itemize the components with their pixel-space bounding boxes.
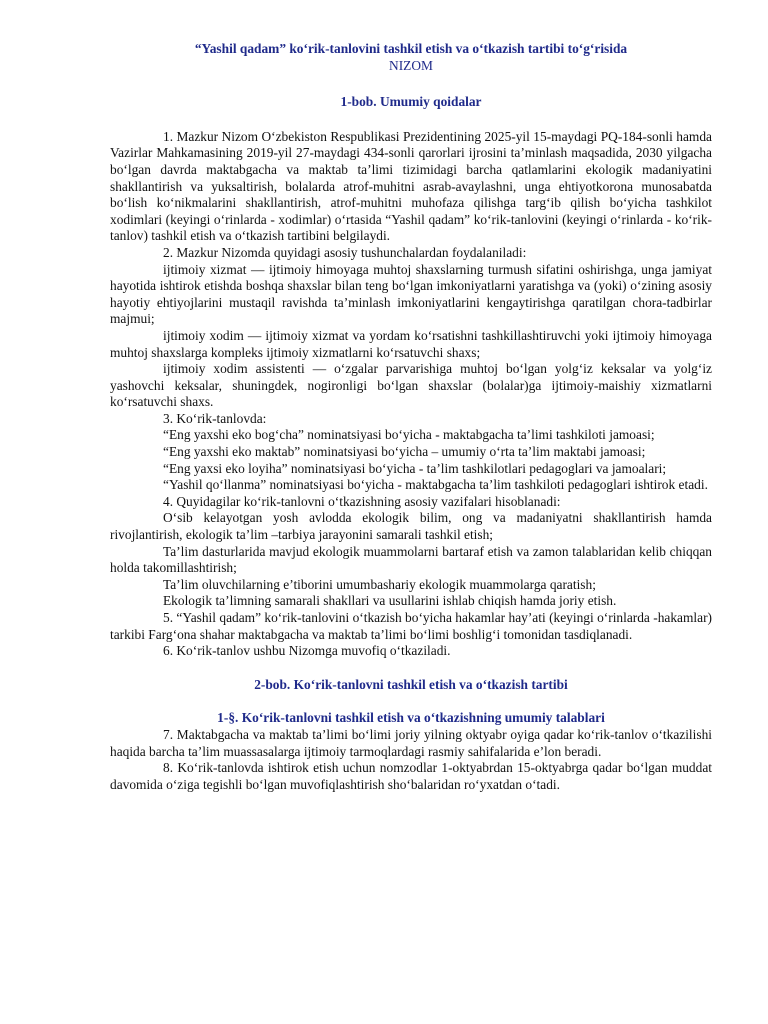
- paragraph: Ta’lim dasturlarida mavjud ekologik muammolarni bartaraf etish va zamon talablaridan kelib chiqqan holda takomillashtirish;: [110, 543, 712, 576]
- paragraph: “Eng yaxshi eko bog‘cha” nominatsiyasi bo‘yicha - maktabgacha ta’limi tashkiloti jamoasi;: [163, 427, 655, 443]
- paragraph: 2. Mazkur Nizomda quyidagi asosiy tushunchalardan foydalaniladi:: [163, 244, 527, 260]
- paragraph: ijtimoiy xodim assistenti — o‘zgalar parvarishiga muhtoj bo‘lgan yolg‘iz keksalar va yolg‘iz yashovchi keksalar, shuningdek, nogironligi bo‘lgan shaxslar (bolalar)ga ijtimoiy-maishiy xizmatlarni ko‘rsatuvchi shaxs.: [110, 361, 712, 410]
- paragraph: 6. Ko‘rik-tanlov ushbu Nizomga muvofiq o‘tkaziladi.: [163, 643, 451, 659]
- paragraph: 5. “Yashil qadam” ko‘rik-tanlovini o‘tkazish bo‘yicha hakamlar hay’ati (keyingi o‘rinlarda -hakamlar) tarkibi Farg‘ona shahar maktabgacha va maktab ta’limi bo‘limi boshlig‘i tomonidan tasdiqlanadi.: [110, 610, 712, 642]
- chapter-2-heading: 2-bob. Ko‘rik-tanlovni tashkil etish va o‘tkazish tartibi: [254, 676, 568, 692]
- paragraph: O‘sib kelayotgan yosh avlodda ekologik bilim, ong va madaniyatni shakllantirish hamda rivojlantirish, ekologik ta’lim –tarbiya jarayonini samarali tashkil etish;: [110, 510, 712, 543]
- paragraph: 7. Maktabgacha va maktab ta’limi bo‘limi joriy yilning oktyabr oyiga qadar ko‘rik-tanlov o‘tkazilishi haqida barcha ta’lim muassasalarga ijtimoiy tarmoqlardagi rasmiy sahifalarida e’lon beradi.: [110, 726, 712, 759]
- document-title: “Yashil qadam” ko‘rik-tanlovini tashkil etish va o‘tkazish tartibi to‘g‘risida: [194, 41, 628, 56]
- paragraph: 8. Ko‘rik-tanlovda ishtirok etish uchun nomzodlar 1-oktyabrdan 15-oktyabrga qadar bo‘lgan muddat davomida o‘ziga tegishli bo‘lgan muvofiqlashtirish sho‘balaridan ro‘yxatdan o‘tadi.: [110, 760, 712, 792]
- document-subtitle: NIZOM: [389, 57, 433, 73]
- paragraph: “Yashil qo‘llanma” nominatsiyasi bo‘yicha - maktabgacha ta’lim tashkiloti pedagoglari ishtirok etadi.: [163, 477, 708, 493]
- section-1-heading: 1-§. Ko‘rik-tanlovni tashkil etish va o‘tkazishning umumiy talablari: [217, 710, 605, 726]
- section-1-body: [110, 727, 712, 793]
- paragraph: 4. Quyidagilar ko‘rik-tanlovni o‘tkazishning asosiy vazifalari hisoblanadi:: [163, 493, 561, 509]
- chapter-1-body: [110, 129, 712, 660]
- paragraph: 3. Ko‘rik-tanlovda:: [163, 410, 267, 426]
- paragraph: ijtimoiy xodim — ijtimoiy xizmat va yordam ko‘rsatishni tashkillashtiruvchi yoki ijtimoiy himoyaga muhtoj shaxslarga kompleks ijtimoiy xizmatlarni ko‘rsatuvchi shaxs;: [110, 327, 712, 360]
- paragraph: “Eng yaxsi eko loyiha” nominatsiyasi bo‘yicha - ta’lim tashkilotlari pedagoglari va jamoalari;: [163, 460, 667, 476]
- paragraph: Ta’lim oluvchilarning e’tiborini umumbashariy ekologik muammolarga qaratish;: [163, 576, 596, 592]
- paragraph: “Eng yaxshi eko maktab” nominatsiyasi bo‘yicha – umumiy o‘rta ta’lim maktabi jamoasi;: [163, 444, 646, 460]
- chapter-1-heading: 1-bob. Umumiy qoidalar: [340, 94, 482, 110]
- paragraph: Ekologik ta’limning samarali shakllari va usullarini ishlab chiqish hamda joriy etish.: [163, 593, 617, 609]
- paragraph: ijtimoiy xizmat — ijtimoiy himoyaga muhtoj shaxslarning turmush sifatini oshirishga, unga jamiyat hayotida ishtirok etishda boshqa shaxslar bilan teng bo‘lgan imkoniyatlarni yaratishga va (yoki) o‘zining asosiy hayotiy ehtiyojlarini mustaqil ravishda ta’minlash imkoniyatlarini kengaytirishga qaratilgan chora-tadbirlar majmui;: [110, 261, 712, 327]
- paragraph: 1. Mazkur Nizom O‘zbekiston Respublikasi Prezidentining 2025-yil 15-maydagi PQ-184-sonli hamda Vazirlar Mahkamasining 2019-yil 27-maydagi 434-sonli qarorlari ijrosini ta’minlash maqsadida, 2030 yilgacha bo‘lgan davrda maktabgacha va maktab ta’limi tizimidagi barcha qatlamlarini ekologik madaniyatini shakllantirish va yuksaltirish, bolalarda atrof-muhitni asrab-avaylashni, unga ehtiyotkorona munosabatda bo‘lish ko‘nikmalarini shakllantirish, atrof-muhitni muhofaza qilishga targ‘ib qilish bo‘yicha tashkilot xodimlari (keyingi o‘rinlarda - xodimlar) o‘rtasida “Yashil qadam” ko‘rik-tanlovini (keyingi o‘rinlarda - ko‘rik-tanlov) tashkil etish va o‘tkazish tartibini belgilaydi.: [110, 128, 712, 244]
